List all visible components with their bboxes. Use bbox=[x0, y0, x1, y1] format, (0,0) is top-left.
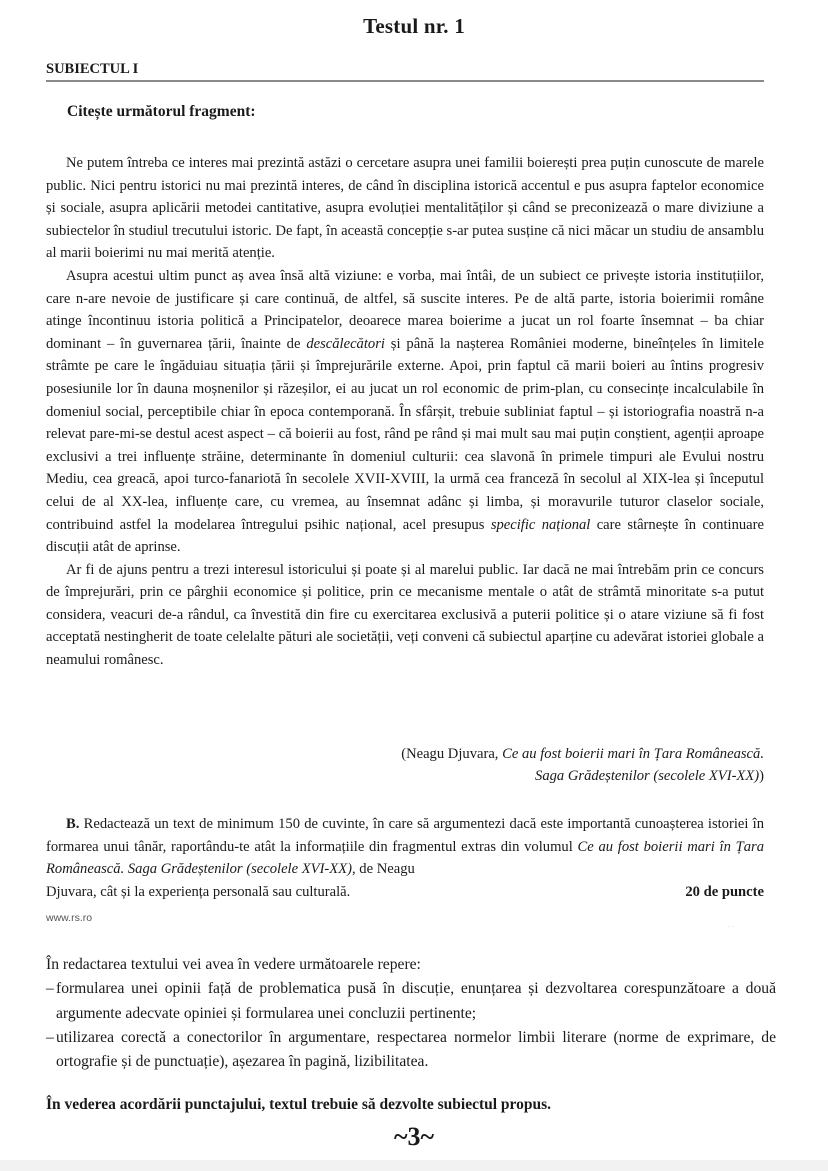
source-url: www.rs.ro bbox=[46, 912, 93, 924]
guidelines-list bbox=[46, 977, 776, 1074]
reading-instruction: Citește următorul fragment: bbox=[67, 103, 256, 120]
guideline-item bbox=[46, 977, 776, 1026]
paragraph-2-text-b: și până la nașterea României moderne, bineînțeles în limitele strâmte pe care le îngăduiau situația țării și împrejurările externe. Apoi, prin faptul că marii boieri au întins progresiv posesiunile lor în dauna moșnenilor și răzeșilor, ei au jucat un rol economic de prim-plan, cu consecințe incalculabile în domeniul social, perceptibile chiar în epoca contemporană. În sfârșit, trebuie subliniat faptul – și istoriografia noastră n-a relevat pare-mi-se destul acest aspect – că boierii au fost, rând pe rând și mai mult sau mai puțin conștient, agenții aproape exclusivi a trei influențe străine, determinante în domeniul culturii: cea slavonă în primele timpuri ale Evului nostru Mediu, cea greacă, apoi turco-fanariotă în secolele XVII-XVIII, la urmă cea franceză în secolul al XIX-lea și începutul celui de al XX-lea, influențe care, cu vremea, au însemnat adânc și limba, și moravurile tuturor claselor sociale, contribuind astfel la modelarea întregului psihic național, acel presupus bbox=[46, 335, 764, 533]
fragment-paragraph-3: Ar fi de ajuns pentru a trezi interesul istoricului și poate și al marelui public. Iar dacă ne mai întrebăm prin ce concurs de împrejurări, prin ce pârghii economice și politice, prin ce mecanisme mentale o atât de strâmtă minoritate s-a putut considera, veacuri de-a rândul, ca învestită din fire cu exercitarea exclusivă a puterii politice și o atare viziune să fi fost acceptată nestingherit de toate celelalte pături ale societății, veți conveni că subiectul aparține cu adevărat istoriei globale a neamului românesc. bbox=[46, 561, 764, 669]
task-body bbox=[46, 813, 764, 881]
source-citation bbox=[46, 743, 764, 787]
bottom-edge bbox=[0, 1160, 828, 1171]
faint-mark: · · bbox=[727, 922, 735, 931]
citation-line-1 bbox=[46, 743, 764, 765]
citation-suffix: ) bbox=[759, 768, 764, 784]
task-text-3: Djuvara, cât și la experiența personală sau culturală. bbox=[46, 883, 351, 900]
dash-bullet-icon: – bbox=[46, 1028, 54, 1046]
section-heading: SUBIECTUL I bbox=[46, 61, 764, 82]
final-note: În vederea acordării punctajului, textul trebuie să dezvolte subiectul propus. bbox=[46, 1096, 552, 1113]
task-points: 20 de puncte bbox=[685, 883, 764, 900]
fragment-paragraph-2 bbox=[46, 265, 764, 559]
test-title: Testul nr. 1 bbox=[363, 14, 465, 38]
page-number: ~3~ bbox=[393, 1122, 435, 1151]
paragraph-2-text-c: care stârnește în continuare discuții atât de aprinse. bbox=[46, 516, 764, 556]
fragment-paragraph-1: Ne putem întreba ce interes mai prezintă astăzi o cercetare asupra unei familii boierești prea puțin cunoscute de marele public. Nici pentru istorici nu mai prezintă interes, de când în disciplina istorică accentul e pus asupra faptelor economice și sociale, asupra aplicării metodei cantitative, asupra evoluției mentalităților și când se preconizează o mare diviziune a subiectelor în studiul trecutului istoric. De fapt, în această concepție s-ar putea susține că nici măcar un studiu de ansamblu al marii boierimi nu mai merită atenție. bbox=[46, 155, 764, 262]
writing-guidelines bbox=[46, 953, 776, 1074]
dash-bullet-icon: – bbox=[46, 980, 54, 998]
paragraph-2-text-a: Asupra acestui ultim punct aș avea însă altă viziune: e vorba, mai întâi, de un subiect ce privește istoria instituțiilor, care n-are nevoie de justificare și care continuă, de altfel, să suscite interes. Pe de altă parte, istoria boierimii române atinge încontinuu istoria politică a Principatelor, deoarece marea boierime a jucat un rol foarte însemnat – ba chiar dominant – în guvernarea țării, înainte de bbox=[46, 267, 764, 352]
citation-line-2 bbox=[46, 765, 764, 787]
citation-title-2: Saga Grădeștenilor (secolele XVI-XX) bbox=[535, 768, 760, 784]
task-b bbox=[46, 813, 764, 903]
guidelines-intro: În redactarea textului vei avea în vedere următoarele repere: bbox=[46, 956, 421, 973]
task-text-1: Redactează un text de minimum 150 de cuvinte, în care să argumentezi dacă este importantă cunoașterea istoriei în formarea unui tânăr, raportându-te atât la informațiile din fragmentul extras din volumul bbox=[46, 816, 764, 855]
italic-term-descalecatori: descălecători bbox=[306, 335, 385, 352]
text-fragment bbox=[46, 152, 764, 672]
guideline-text-2: utilizarea corectă a conectorilor în argumentare, respectarea normelor limbii literare (norme de exprimare, de ortografie și de punctuație), așezarea în pagină, lizibilitatea. bbox=[56, 1028, 776, 1071]
task-label: B. bbox=[66, 816, 80, 832]
guideline-item bbox=[46, 1026, 776, 1075]
task-book-title: Ce au fost boierii mari în Țara Românească. Saga Grădeștenilor (secolele XVI-XX) bbox=[46, 838, 764, 878]
guideline-text-1: formularea unei opinii față de problematica pusă în discuție, enunțarea și dezvoltarea corespunzătoare a două argumente adecvate opiniei și formularea unei concluzii pertinente; bbox=[56, 980, 776, 1022]
italic-term-specific-national: specific național bbox=[490, 516, 591, 533]
task-last-line bbox=[46, 881, 764, 904]
citation-title-1: Ce au fost boierii mari în Țara Românească. bbox=[502, 746, 764, 762]
task-text-2: , de Neagu bbox=[351, 861, 415, 878]
citation-author: (Neagu Djuvara, bbox=[401, 746, 503, 762]
